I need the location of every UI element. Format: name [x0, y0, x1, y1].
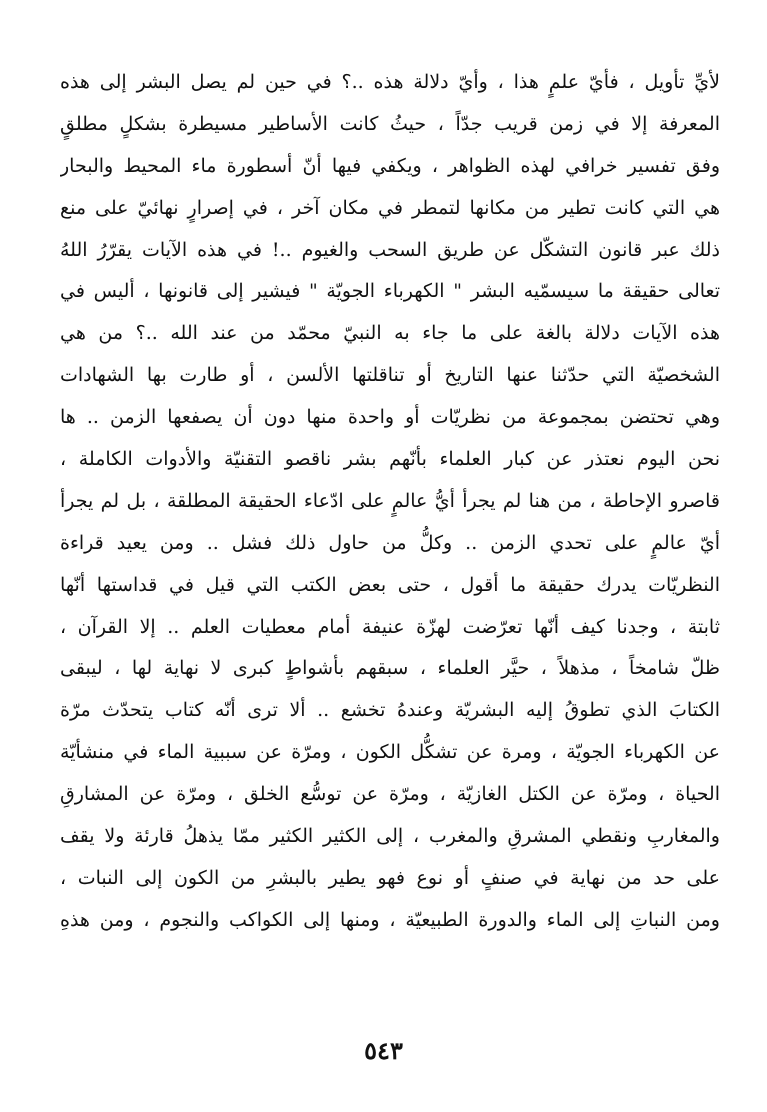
text-line: تعالى حقيقة ما سيسمّيه البشر " الكهرباء الجويّة " فيشير إلى قانونها ، أليس في [60, 280, 720, 303]
text-line: ثابتة ، وجدنا كيف أنّها تعرّضت لهزّة عنيفة أمام معطيات العلم .. إلا القرآن ، [60, 615, 720, 638]
text-line: لأيِّ تأويل ، فأيّ علمٍ هذا ، وأيّ دلالة هذه ..؟ في حين لم يصل البشر إلى هذه [60, 71, 720, 93]
text-line: النظريّات يدرك حقيقة ما أقول ، حتى بعض الكتب التي قيل في قداستها أنّها [60, 573, 720, 596]
text-line: عن الكهرباء الجويّة ، ومرة عن تشكُّل الكون ، ومرّة عن سببية الماء في منشأيّة [60, 741, 720, 764]
text-line: ظلّ شامخاً ، مذهلاً ، حيَّر العلماء ، سبقهم بأشواطٍ كبرى لا نهاية لها ، ليبقى [60, 657, 720, 680]
text-line: وفق تفسير خرافي لهذه الظواهر ، ويكفي فيها أنّ أسطورة ماء المحيط والبحار [60, 154, 720, 177]
page-number: ٥٤٣ [364, 1036, 403, 1065]
text-line: قاصرو الإحاطة ، من هنا لم يجرأ أيُّ عالمٍ على ادّعاء الحقيقة المطلقة ، بل لم يجرأ [60, 489, 720, 512]
text-line: الكتابَ الذي تطوقُ إليه البشريّة وعندهُ تخشع .. ألا ترى أنّه كتاب يتحدّث مرّة [60, 699, 720, 722]
text-line: على حد من نهاية في صنفٍ أو نوع فهو يطير بالبشرِ من الكون إلى النبات ، [60, 866, 720, 889]
text-line: أيّ عالمٍ على تحدي الزمن .. وكلُّ من حاول ذلك فشل .. ومن يعيد قراءة [60, 531, 720, 554]
text-line: هي التي كانت تطير من مكانها لتمطر في مكان آخر ، في إصرارٍ نهائيّ على منع [60, 196, 720, 219]
text-line: الشخصيّة التي حدّثنا عنها التاريخ أو تناقلتها الألسن ، أو طارت بها الشهادات [60, 364, 720, 387]
text-line: وهي تحتضن بمجموعة من نظريّات أو واحدة منها دون أن يصفعها الزمن .. ها [60, 406, 720, 429]
text-line: ومن النباتِ إلى الماء والدورة الطبيعيّة ، ومنها إلى الكواكب والنجوم ، ومن هذهِ [60, 908, 720, 931]
text-line: المعرفة إلا في زمن قريب جدّاً ، حيثُ كانت الأساطير مسيطرة بشكلٍ مطلقٍ [60, 112, 720, 135]
text-line: هذه الآيات دلالة بالغة على ما جاء به النبيّ محمّد من عند الله ..؟ من هي [60, 322, 720, 345]
text-line: نحن اليوم نعتذر عن كبار العلماء بأنّهم بشر ناقصو التقنيّة والأدوات الكاملة ، [60, 448, 720, 471]
text-line: الحياة ، ومرّة عن الكتل الغازيّة ، ومرّة عن توسُّع الخلق ، ومرّة عن المشارقِ [60, 783, 720, 806]
text-line: والمغاربِ ونقطي المشرقِ والمغرب ، إلى الكثير الكثير ممّا يذهلُ قارئة ولا يقف [60, 825, 720, 848]
text-line: ذلك عبر قانون التشكّل عن طريق السحب والغيوم ..! في هذه الآيات يقرّرُ اللهُ [60, 238, 720, 261]
body-text [60, 62, 720, 942]
